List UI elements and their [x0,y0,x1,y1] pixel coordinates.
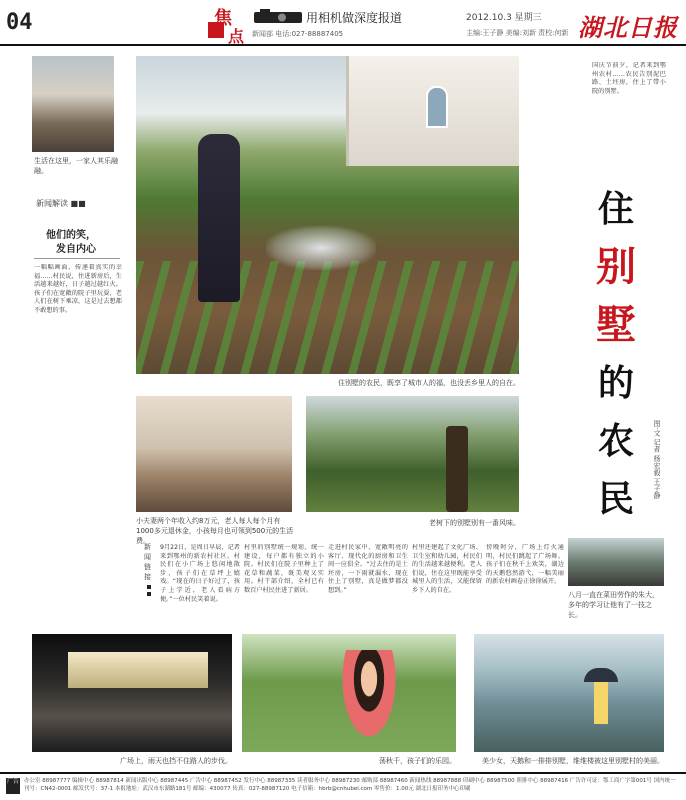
camera-icon [252,7,304,25]
night-plaza-photo [32,634,232,752]
section-label-analysis [36,198,86,209]
window-shape [426,86,448,128]
tree-photo [306,396,519,512]
divider [34,258,120,259]
left-headline-line-1: 他们的笑， [46,230,96,241]
section-char-2: 点 [228,27,245,46]
footer-contact-text: 办公室 88987777 编辑中心 88987814 新闻出版中心 88987445 广告中心 88987452 发行中心 88987335 读者服务中心 88987230 邮购部 88987460 新闻热线 88987888 印刷中心 88987500 照排中心 88987416 广告许可证：鄂工商广字第001号 国内统一刊号：CN42-0001 邮发代号：37-1 本报地址：武汉市东湖路181号 邮编：430077 传真：027-88987120 电子信箱：hbrb@cnhubei.com 零售价：1.00元 湖北日报印务中心印刷 [24,778,676,792]
lake-photo-caption: 美少女，天鹅和一排排别墅，维维楼被这里别墅村的美丽。 [482,757,664,765]
headline-char-4: 的 [597,362,634,404]
news-link-text: 新闻链接 [144,543,151,581]
night-photo-caption: 广场上，雨天也挡不住路人的步伐。 [120,757,232,765]
headline-char-6: 民 [597,478,634,520]
headline-char-5: 农 [597,420,634,462]
page-header [0,0,686,46]
headline-char-2: 别 [596,243,636,290]
page-footer [0,772,686,800]
article-column-4: 村里还建起了文化广场、卫生室和幼儿园，村民们的生活越来越便利。老人们说，住在这里既能享受城里人的生活，又能保留乡下人的自在。 [412,544,482,594]
footer-tag: 广告 [6,778,20,794]
article-column-5: 傍晚时分，广场上灯火通明，村民们跳起了广场舞。孩子们在秋千上欢笑，湖边的天鹅悠然游弋，一幅美丽的新农村画卷正徐徐展开。 [486,544,564,586]
article-column-1: 9月22日，是周日早晨，记者来到鄂州的新农村社区。村民们在小广场上悠闲地散步，孩子们在草坪上嬉戏。“现在的日子好过了，孩子上学近，老人看病方便。”一位村民笑着说。 [160,544,240,603]
grandparents-photo-caption: 小夫妻两个年收入约8万元，老人每人每个月有1000多元退休金，小孩每月也可领到500元的生活费。 [136,517,294,545]
headline-char-1: 住 [597,188,634,230]
section-logo [208,4,252,44]
swing-photo-caption: 荡秋千，孩子们的乐园。 [379,757,456,765]
plants-shape [136,261,519,374]
girl-figure-shape [338,650,400,746]
byline: 图·文 记者 杨宏毅 王子静 [653,420,661,499]
woman-figure-shape [594,682,608,724]
issue-date: 2012.10.3 星期三 [466,13,542,23]
square-icon: ■■ [70,199,86,208]
left-column-body: 一幅幅画面，传递着真实的幸福……村民说，住进新房后，生活越来越好，日子越过越红火。孩子们在宽敞的院子里玩耍，老人们在树下乘凉，这是过去想都不敢想的事。 [34,264,122,314]
article-column-2: 村里的别墅统一规划、统一建设，每户都有独立的小院。村民们在院子里种上了花草和蔬菜，既美观又实用。村干部介绍，全村已有数百户村民住进了新居。 [244,544,324,594]
umbrella-shape [584,668,618,682]
square-icon [147,585,151,589]
intro-text: 国庆节前夕，记者来到鄂州农村……农民告别泥巴路、土坯房，住上了带小院的别墅。 [592,62,666,95]
staff-line: 主编:王子静 美编:刘新 责校:何新 [466,29,569,37]
article-column-3: 走进村民家中，宽敞明亮的客厅、现代化的厨房和卫生间一应俱全。“过去住的是土坯房，一下雨就漏水，现在住上了别墅，真是做梦都没想到。” [328,544,408,594]
left-headline-line-2: 发自内心 [56,244,96,255]
tree-trunk-shape [446,426,468,512]
section-label-text: 新闻解读 [36,199,68,208]
page-number: 04 [6,10,33,35]
headline-char-3: 墅 [596,301,636,348]
header-slogan: 用相机做深度报道 [306,11,403,25]
family-photo-caption: 生活在这里，一家人其乐融融。 [34,157,118,175]
newspaper-masthead: 湖北日报 [578,13,678,42]
square-icon [147,592,151,596]
tree-photo-caption: 老树下的别墅别有一番风味。 [429,519,520,527]
main-photo-caption: 住别墅的农民，既享了城市人的福，也没丢乡里人的自在。 [338,379,520,387]
family-photo [32,56,114,152]
lit-building-shape [68,652,208,688]
farmer-photo [568,538,664,586]
section-char-1: 焦 [214,8,232,29]
farmer-photo-caption: 八月一直在菜田劳作的朱大，多年的学习让他有了一技之长。 [568,591,659,619]
editor-contact: 新闻部 电话:027-88887405 [252,30,344,38]
big-vertical-headline [586,180,646,528]
news-link-label [144,542,156,596]
swing-girl-photo [242,634,456,752]
main-photo-watering [136,56,519,374]
lake-swan-photo [474,634,664,752]
woman-figure-shape [198,134,240,302]
grandparents-photo [136,396,292,512]
water-splash-shape [266,226,376,270]
